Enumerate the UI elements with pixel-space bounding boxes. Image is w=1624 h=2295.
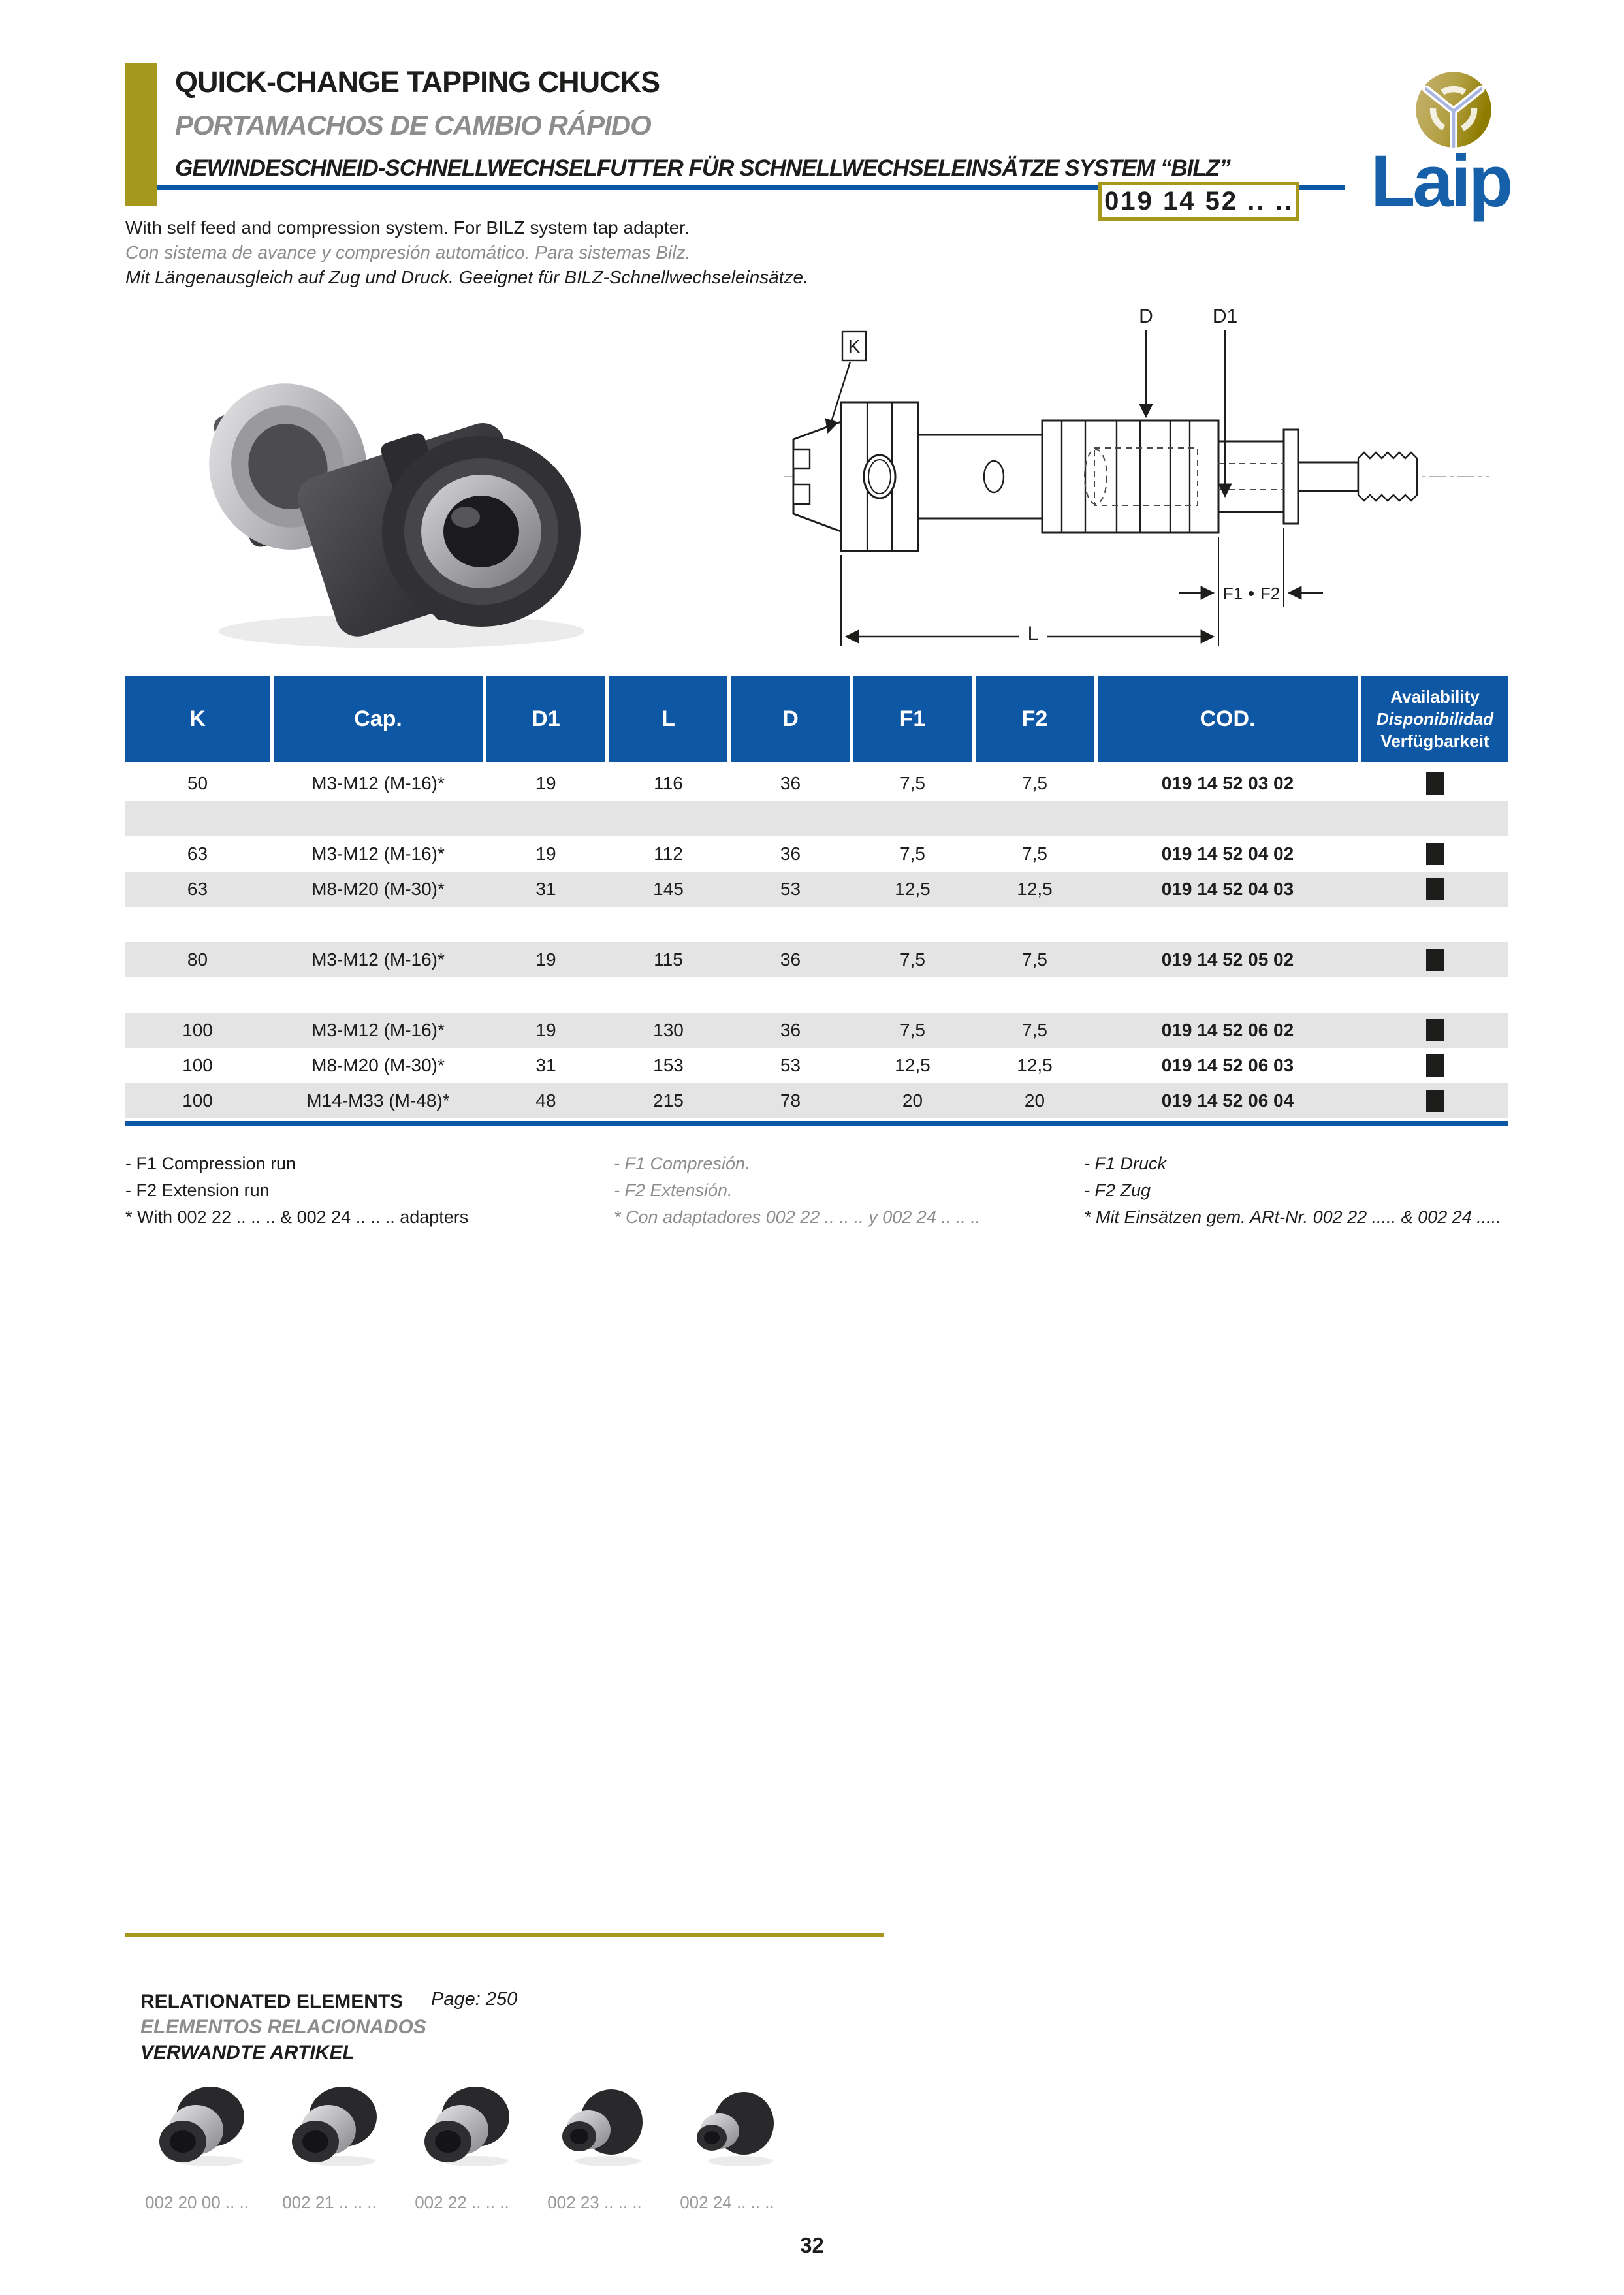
table-row [125,766,1508,801]
availability-marker [1426,843,1444,865]
availability-es: Disponibilidad [1376,709,1494,729]
table-row [125,872,1508,907]
cell-d1: 19 [535,773,556,793]
intro-text [125,215,808,290]
table-spacer-row [125,977,1508,1013]
cell-cap: M8-M20 (M-30)* [311,879,445,899]
availability-en: Availability [1390,687,1480,706]
page-title-es: PORTAMACHOS DE CAMBIO RÁPIDO [175,110,651,140]
cell-availability [1361,878,1508,901]
cell-cod: 019 14 52 06 04 [1161,1090,1294,1111]
table-spacer-row [125,801,1508,836]
related-item-code: 002 24 .. .. .. [680,2192,774,2212]
cell-d: 36 [780,844,801,864]
availability-marker [1426,1090,1444,1112]
cell-f1: 7,5 [900,1020,925,1040]
cell-availability [1361,1090,1508,1113]
drawing-label-f1: F1 [1222,584,1243,603]
cell-f1: 7,5 [900,773,925,793]
cell-availability [1361,1054,1508,1077]
cell-k: 63 [187,844,208,864]
table-row [125,836,1508,872]
cell-l: 116 [654,773,683,793]
intro-en: With self feed and compression system. For BILZ system tap adapter. [125,217,690,238]
cell-l: 112 [654,844,683,864]
footnotes-de [1084,1150,1554,1231]
cell-f1: 12,5 [895,879,931,899]
cell-d1: 19 [535,844,556,864]
page-title-de: GEWINDESCHNEID-SCHNELLWECHSELFUTTER FÜR SCHNELLWECHSELEINSÄTZE SYSTEM “BILZ” [175,155,1230,181]
cell-d: 78 [780,1090,801,1111]
table-row [125,1013,1508,1048]
product-code-box: 019 14 52 .. .. [1098,182,1299,221]
cell-k: 63 [187,879,208,899]
col-header-cod: COD. [1098,676,1358,762]
cell-l: 153 [653,1055,684,1075]
col-header-d1: D1 [486,676,605,762]
footnote-line: - F2 Extension run [125,1180,270,1200]
adapter-thumbnail [145,2080,249,2177]
cell-f2: 7,5 [1022,773,1047,793]
cell-k: 100 [182,1090,213,1111]
footnote-line: * With 002 22 .. .. .. & 002 24 .. .. .. adapters [125,1207,469,1227]
footnotes-es [614,1150,1084,1231]
related-divider [125,1933,884,1937]
cell-availability [1361,1019,1508,1042]
table-row [125,1083,1508,1118]
cell-f2: 7,5 [1022,844,1047,864]
cell-cod: 019 14 52 06 02 [1161,1020,1294,1040]
spec-table [125,676,1508,1118]
related-item-code: 002 20 00 .. .. [144,2192,249,2212]
footnote-line: * Mit Einsätzen gem. ARt-Nr. 002 22 ..... & 002 24 ..... [1084,1207,1501,1227]
related-title-en: RELATIONATED ELEMENTS [140,1991,404,2012]
related-item[interactable] [131,2080,263,2213]
cell-cod: 019 14 52 04 02 [1161,844,1294,864]
cell-k: 80 [187,949,208,970]
footnote-line: - F1 Compression run [125,1154,296,1173]
footnote-line: - F2 Zug [1084,1180,1151,1200]
table-row [125,942,1508,977]
table-spacer-row [125,907,1508,942]
availability-marker [1426,878,1444,900]
cell-d: 53 [780,879,801,899]
table-row [125,1048,1508,1083]
drawing-label-d: D [1139,306,1153,327]
cell-f1: 20 [902,1090,923,1111]
cell-d: 53 [780,1055,801,1075]
brand-logo [1361,55,1584,238]
cell-k: 100 [182,1020,213,1040]
cell-f2: 12,5 [1017,879,1053,899]
adapter-thumbnail [410,2080,515,2177]
cell-cap: M3-M12 (M-16)* [311,1020,445,1040]
availability-de: Verfügbarkeit [1380,731,1489,751]
cell-d1: 19 [535,1020,556,1040]
col-header-d: D [731,676,850,762]
related-item[interactable] [396,2080,528,2213]
cell-f1: 12,5 [895,1055,931,1075]
cell-cod: 019 14 52 05 02 [1161,949,1294,970]
cell-l: 145 [653,879,684,899]
cell-cap: M3-M12 (M-16)* [311,949,445,970]
cell-f1: 7,5 [900,844,925,864]
cell-l: 115 [654,949,683,970]
brand-name: Laip [1371,140,1511,222]
cell-f2: 7,5 [1022,949,1047,970]
col-header-cap: Cap. [274,676,483,762]
cell-availability [1361,843,1508,866]
cell-cod: 019 14 52 06 03 [1161,1055,1294,1075]
cell-d: 36 [780,773,801,793]
related-item[interactable] [528,2080,661,2213]
related-item[interactable] [661,2080,793,2213]
cell-f2: 12,5 [1017,1055,1053,1075]
cell-f2: 20 [1024,1090,1045,1111]
drawing-label-d1: D1 [1212,306,1238,327]
cell-availability [1361,949,1508,972]
col-header-l: L [609,676,727,762]
availability-marker [1426,949,1444,971]
header [175,65,1350,182]
col-header-k: K [125,676,270,762]
page-title-en: QUICK-CHANGE TAPPING CHUCKS [175,65,660,99]
cell-f2: 7,5 [1022,1020,1047,1040]
col-header-f1: F1 [853,676,972,762]
availability-marker [1426,772,1444,795]
footnote-line: - F2 Extensión. [614,1180,733,1200]
table-header [125,676,1508,762]
related-heading [140,1989,426,2065]
cell-f1: 7,5 [900,949,925,970]
cell-k: 50 [187,773,208,793]
cell-d1: 31 [535,879,556,899]
col-header-availability [1361,676,1508,762]
availability-marker [1426,1019,1444,1041]
col-header-f2: F2 [976,676,1094,762]
related-items [131,2080,793,2213]
related-page-ref: Page: 250 [431,1989,518,2010]
product-photo [147,302,624,654]
cell-cod: 019 14 52 03 02 [1161,773,1294,793]
footnote-line: - F1 Druck [1084,1154,1167,1173]
footnote-line: - F1 Compresión. [614,1154,750,1173]
adapter-thumbnail [675,2080,780,2177]
cell-cap: M14-M33 (M-48)* [306,1090,450,1111]
adapter-thumbnail [543,2080,647,2177]
related-item[interactable] [263,2080,396,2213]
footnotes-en [125,1150,596,1231]
cell-d1: 31 [535,1055,556,1075]
cell-cap: M8-M20 (M-30)* [311,1055,445,1075]
cell-cap: M3-M12 (M-16)* [311,844,445,864]
cell-cod: 019 14 52 04 03 [1161,879,1294,899]
related-item-code: 002 21 .. .. .. [282,2192,377,2212]
cell-d: 36 [780,1020,801,1040]
drawing-label-k: K [848,336,861,356]
page-number: 32 [800,2233,824,2257]
cell-d1: 48 [535,1090,556,1111]
cell-l: 215 [653,1090,684,1111]
footnote-line: * Con adaptadores 002 22 .. .. .. y 002 24 .. .. .. [614,1207,981,1227]
cell-d1: 19 [535,949,556,970]
intro-es: Con sistema de avance y compresión automático. Para sistemas Bilz. [125,242,691,262]
cell-availability [1361,772,1508,795]
adapter-thumbnail [278,2080,382,2177]
cell-k: 100 [182,1055,213,1075]
gold-accent-bar [125,63,157,206]
related-item-code: 002 23 .. .. .. [547,2192,642,2212]
technical-drawing [764,281,1508,666]
cell-cap: M3-M12 (M-16)* [311,773,445,793]
related-title-de: VERWANDTE ARTIKEL [140,2042,355,2063]
table-bottom-rule [125,1121,1508,1126]
availability-marker [1426,1054,1444,1077]
drawing-label-l: L [1027,623,1039,644]
cell-l: 130 [653,1020,684,1040]
intro-de: Mit Längenausgleich auf Zug und Druck. Geeignet für BILZ-Schnellwechseleinsätze. [125,267,808,287]
related-item-code: 002 22 .. .. .. [415,2192,509,2212]
drawing-label-f2: F2 [1260,584,1281,603]
cell-d: 36 [780,949,801,970]
related-title-es: ELEMENTOS RELACIONADOS [140,2016,426,2038]
